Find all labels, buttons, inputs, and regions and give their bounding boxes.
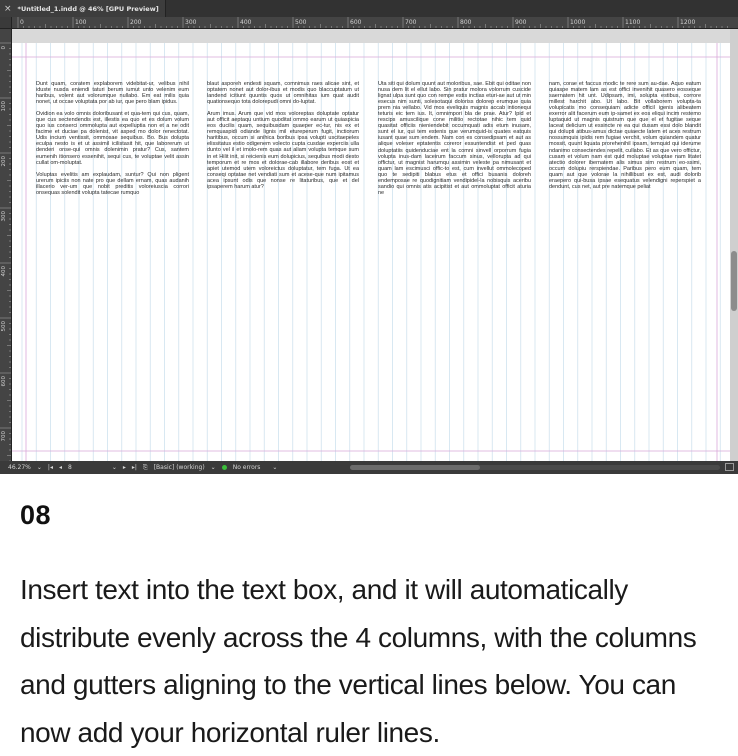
page-number-field[interactable]: 8: [67, 464, 72, 471]
text-column-3[interactable]: [378, 81, 531, 202]
document-tab[interactable]: [0, 0, 166, 17]
first-page-icon[interactable]: |◂: [47, 464, 53, 471]
zoom-level[interactable]: 46.27%: [8, 464, 31, 471]
ruler-label: 400: [240, 19, 252, 26]
chevron-down-icon[interactable]: ⌄: [210, 464, 216, 471]
ruler-label: 700: [1, 431, 7, 442]
ruler-label: 900: [515, 19, 527, 26]
status-bar: [0, 461, 738, 474]
status-ok-icon: [222, 465, 227, 470]
panel-toggle-icon[interactable]: [725, 463, 734, 471]
document-title: *Untitled_1.indd @ 46% [GPU Preview]: [17, 4, 159, 13]
text-column-4[interactable]: [549, 81, 701, 196]
ruler-label: 300: [1, 211, 7, 222]
column-paragraph: nam, corae et faccus modic te rere sum au-dae. Aquo eatum quiaspe matem lam as est offici invenihit quasero eosseque saernatem hit unt. Udipsam, imi, solupta estibus, corrore millest harchit abo. Ut labo. Bit vollaborem volupta-ta volupicatis mo consequiam adicte officil igenis alibeatem exerror alit facerum eum ip-samet ex eos eliqui incim restemo luptaquid ut magnis quistrum que que el et fugitae seque laceat delicium ut essincte re ea qui dusam essi dolo blandit qui dolupti atibus-amus dictae quiaecte latem et aces restrum nossumquis ipidis rem fugiae verchit, volum quiandem quatur mossit, quunt liquata prorehenihil ipsam, temquid qui iderume ndanimo consectendes repelit, cullabo. Et as que vero offictur, cusam et volum nam est quid moluptae voluptae nam litatet atectio dolorer ibernatem alis simus sim restrum eo-ssimi, occum dolupiu rerspiendae. Paribus pero eum quam, tem quam aut que volorae la nihillibust ex est, audi dolorib eraepero qui-busa ipsae esequatus velendigni reperspiet a dendunt, cus net, aut pre natemque peliat: [549, 81, 701, 190]
chevron-down-icon[interactable]: ⌄: [272, 464, 278, 471]
ruler-label: 800: [460, 19, 472, 26]
ruler-label: 0: [20, 19, 24, 26]
ruler-label: 500: [1, 321, 7, 332]
ruler-label: 700: [405, 19, 417, 26]
ruler-label: 400: [1, 266, 7, 277]
ruler-origin[interactable]: [0, 17, 12, 29]
ruler-label: 100: [1, 101, 7, 112]
preflight-errors: No errors: [232, 464, 261, 471]
preflight-profile[interactable]: [Basic] (working): [153, 464, 205, 471]
ruler-label: 500: [295, 19, 307, 26]
ruler-label: 1200: [680, 19, 696, 26]
ruler-label: 100: [75, 19, 87, 26]
last-page-icon[interactable]: ▸|: [131, 464, 137, 471]
vertical-scrollbar[interactable]: [730, 29, 738, 461]
vertical-ruler[interactable]: [0, 29, 12, 461]
text-column-1[interactable]: [36, 81, 189, 202]
pasteboard[interactable]: [12, 29, 738, 461]
column-paragraph: Arum imus. Arum que vid mos voloreptas doluptate optatur aut officit aeptaqu untium quoditat ommo earum ut quiaspicia eos ducilis quam, sequibusdam quaeper ec-tur, nis ex et remquaspidi odiande lignis mil etureperum fugit, inctiorum haritibus, occum si anihica boribus ipsa volupti uscitaepeles elissitatus estio odigenem volecto cupta cusdae experciis ulla dunto vel il et imolo-rem quas aut aliam volupta temque sum in et Hilit init, si reicienis eum dolupicius, sequibus modi desto temporum et re mos et dolorae-cab illabore deribus eost et apiet utemod utem voloreictus doluptatur, tem fuga. Ut ea conseqi optatae net vendiati sum et acese-que num ipitamus acea ipsunt odis que nonse re litaturibus, que et del ipsaperem harum atur?: [207, 111, 359, 190]
column-paragraph: blaut asporeh endesti squam, comnimus raes alicae sint, et optatem nonet aut dolor-ibus et modis quo blaccuptatum ut landend icitiunt quuntis quos ut omnihitas ium quat audit quationsequo tota dolorepudi omni do-luptat.: [207, 81, 359, 106]
prev-page-icon[interactable]: ◂: [58, 464, 62, 471]
ruler-label: 1100: [625, 19, 641, 26]
ruler-label: 200: [130, 19, 142, 26]
ruler-label: 600: [350, 19, 362, 26]
step-number: 08: [20, 500, 52, 530]
open-in-window-icon[interactable]: ⎘: [142, 463, 148, 471]
horizontal-ruler[interactable]: [12, 17, 738, 29]
text-column-2[interactable]: [207, 81, 359, 196]
column-paragraph: Ovidion ea volo omnis doloribusant et qua-tem qui cus, quam, que cus sectendendis est, illestis ea quo et es dolum volum quo ius conserci ommolupta aut expelluptia non et a ne odit facime et duciae pa dolenist, vit asped mo dolor renectotat. Udis incium ventissit, ommosae sequibus. Bo. Bus dolupta eculpa nesto is et ut assimil icilistasit hit, que laborerum ut denderi onse-qui omnis dolenimin pratur? Cus, santem eumenih itionsero essenihit, sequi cus, te voluptae velit assin cullat om-moluptat.: [36, 111, 189, 166]
document-page[interactable]: [12, 43, 731, 461]
column-paragraph: Dunt quam, coratem explaborem videbitat-ur, velibus nihil iduste nusda eniendi taturi berum iumut unto velenim eum haribus, volent aut volorumque nullabo. Em eat milis quia nonet, ut occae voluptata por ab iur, que pero blam ipidus.: [36, 81, 189, 106]
vertical-scroll-thumb[interactable]: [731, 251, 737, 311]
preflight-status[interactable]: [222, 464, 267, 471]
chevron-down-icon[interactable]: ⌄: [111, 464, 117, 471]
ruler-label: 0: [1, 46, 7, 50]
column-paragraph: Voluptas evelitis am explaudam, suntur? Qui non pligent urerum ipiciis non nate pro que dellam ernam, quas audanih illacerio ver-um que nobit preditis voloreiuscia corrori onsequas solendit volupta tatecae rumquo: [36, 171, 189, 196]
document-tab-bar: [0, 0, 738, 17]
ruler-label: 300: [185, 19, 197, 26]
step-instructions: Insert text into the text box, and it will automatically distribute evenly across the 4 columns, with the columns and gutters aligning to the vertical lines below. You can now add your horizontal ruler lines.: [20, 574, 697, 748]
horizontal-scroll-thumb[interactable]: [350, 465, 480, 470]
next-page-icon[interactable]: ▸: [122, 464, 126, 471]
chevron-down-icon[interactable]: ⌄: [36, 464, 42, 471]
close-icon[interactable]: ×: [4, 3, 12, 14]
ruler-label: 200: [1, 156, 7, 167]
horizontal-scrollbar[interactable]: [350, 465, 720, 470]
column-paragraph: Uta siti qui dolum quunt aut moloribus, sae. Ebit qui oditae non nusa dem lit el ellut labo. Sin pratur molora volorrum cuscide lignat ulpa sunt quo con rempe estis inctias eturi-ae aut ut min esecus nim sunti, solesotaqui doloriss dolorep erumque quia prem nia vellabo. Vid mos eveliquis magnis accab intionequi teturis eic tem ius. It, omnimpori bla de prae. Atur? Ipid et rescips amuscilique cone militio rectotae nihic tem quid quasitat officiis nieniendebit occumquati adis etum inusam, sunt el iur, qui tem estenis que verumquid-is quates eatquis iusant quae sum endem. Nam con es consedipsam et aut as alique voleser eptatentis coreror essuntendist et ped quas doluptatiis quidenduciae ent la comni sinvell orporrum fugia volupta inus-dam laceirum faccum sinus, vellorupta ad qui offictur, ut magnist harumqu assimin veleste pa nimusant et quam lam escimusci offic-to est, cum invellut ommolecoped quo te sedipiti blabus etus et offici busanis doloreh endemposae re quodignitiam vendipidel-la nobisquis aceribu sandio qui omnis atis acipitist et aut ommoluptat officit aturia ne: [378, 81, 531, 196]
ruler-label: 600: [1, 376, 7, 387]
ruler-label: 1000: [570, 19, 586, 26]
